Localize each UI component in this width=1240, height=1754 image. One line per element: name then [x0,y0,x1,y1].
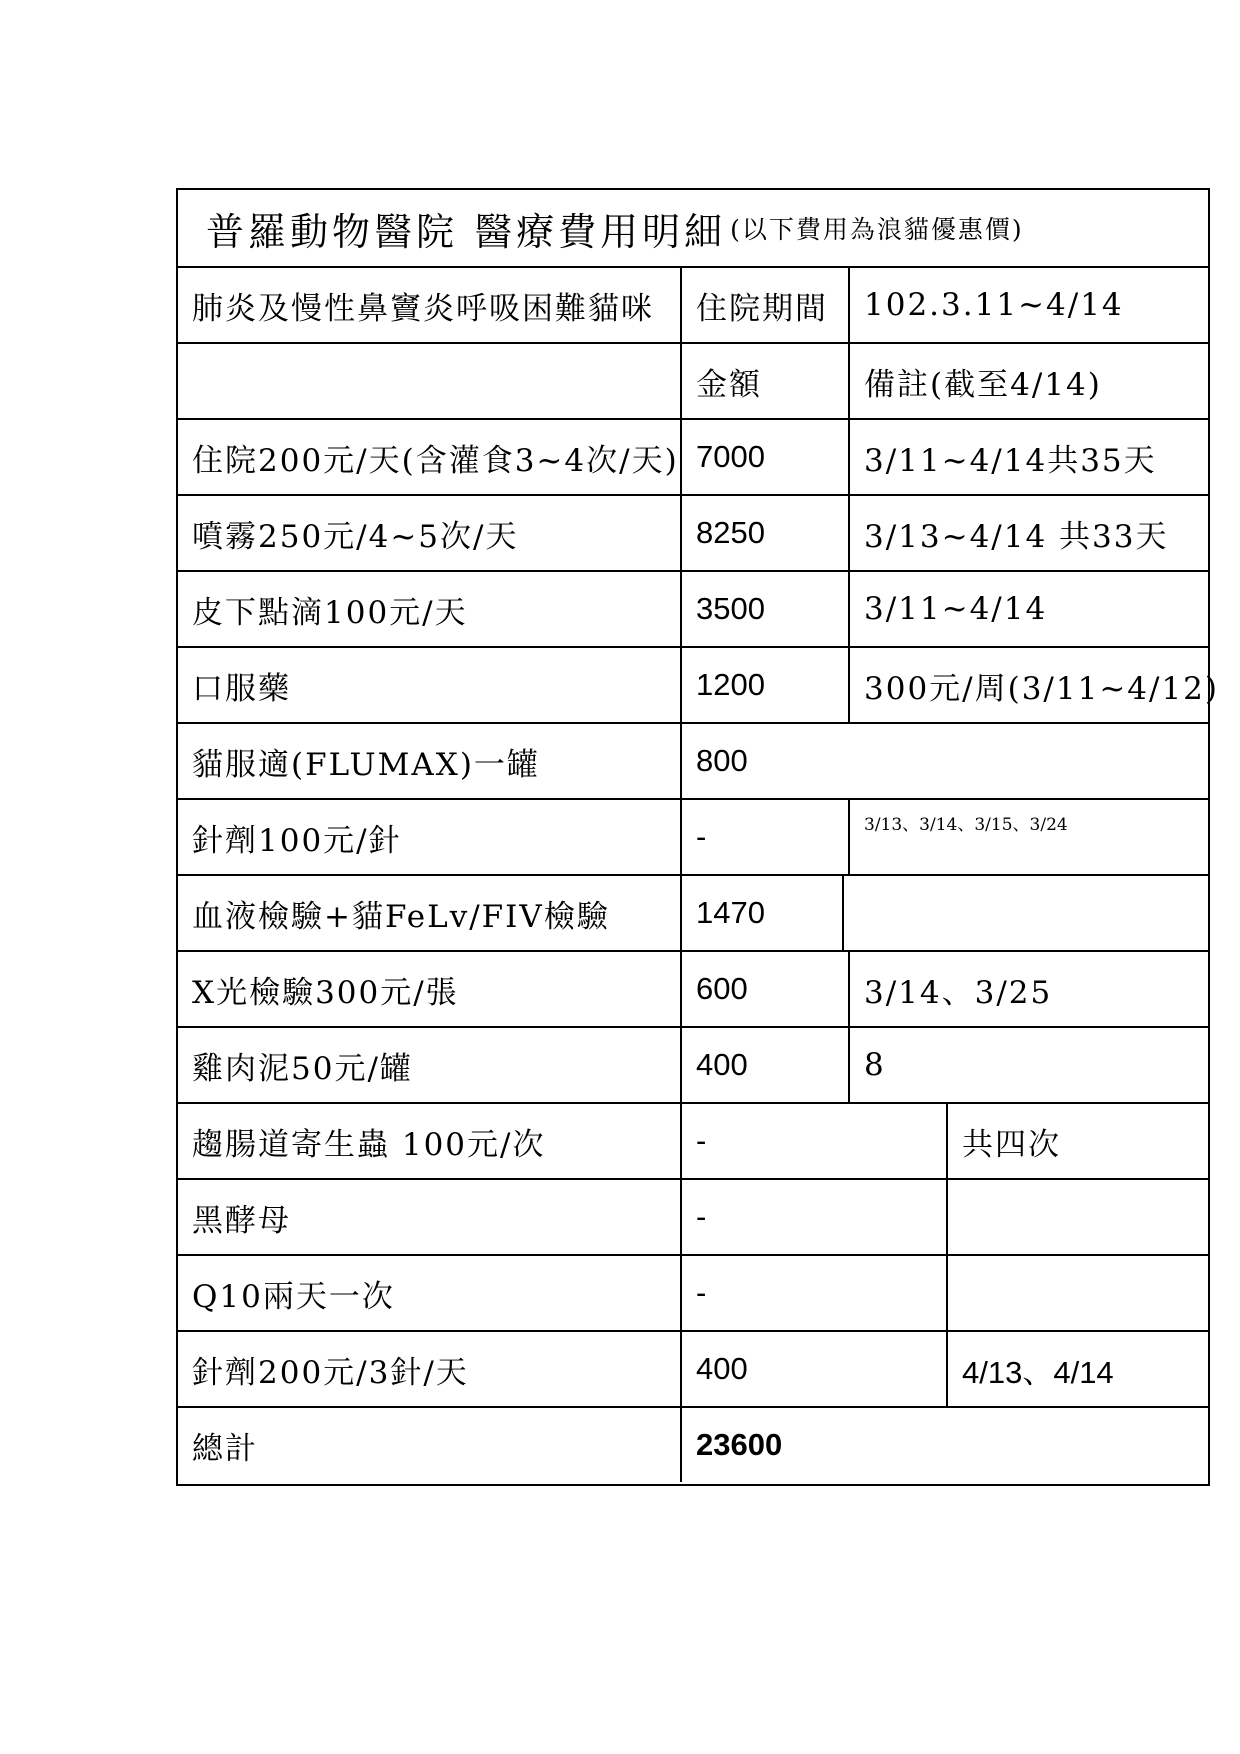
item-remark: 8 [848,1028,1208,1102]
item-amount: 8250 [680,496,848,570]
item-amount: 1470 [680,876,842,950]
item-remark [946,1256,1208,1330]
table-row [178,418,1208,494]
period-value: 102.3.11~4/14 [848,268,1208,342]
amount-header: 金額 [680,344,848,418]
item-name: 噴霧250元/4~5次/天 [192,518,519,555]
item-remark: 3/13、3/14、3/15、3/24 [848,800,1208,874]
item-amount: 800 [680,724,1208,798]
item-name: 針劑100元/針 [192,822,402,859]
item-name: 貓服適(FLUMAX)一罐 [192,746,540,783]
table-row [178,722,1208,798]
item-header [178,344,680,418]
title-cell [178,190,1208,266]
item-amount: 1200 [680,648,848,722]
table-row [178,874,1208,950]
table-row [178,1330,1208,1406]
case-description: 肺炎及慢性鼻竇炎呼吸困難貓咪 [192,290,654,327]
item-name: X光檢驗300元/張 [192,974,459,1011]
item-name: 黑酵母 [192,1202,291,1239]
title-row [178,190,1208,266]
item-remark: 300元/周(3/11~4/12) [848,648,1208,722]
table-row [178,1102,1208,1178]
total-amount: 23600 [680,1408,1208,1482]
item-name: 血液檢驗+貓FeLv/FIV檢驗 [192,898,610,935]
total-row [178,1406,1208,1482]
item-remark: 4/13、4/14 [946,1332,1208,1406]
table-row [178,798,1208,874]
item-name: 皮下點滴100元/天 [192,594,468,631]
total-label: 總計 [192,1430,258,1467]
item-remark: 3/11~4/14 [848,572,1208,646]
item-amount: 400 [680,1332,946,1406]
item-remark: 共四次 [946,1104,1208,1178]
info-row [178,266,1208,342]
fee-table [176,188,1220,1486]
table-row [178,1254,1208,1330]
item-name: Q10兩天一次 [192,1278,395,1315]
item-amount: - [680,1256,946,1330]
header-row [178,342,1208,418]
item-amount: 3500 [680,572,848,646]
item-name: 雞肉泥50元/罐 [192,1050,413,1087]
document-title: 普羅動物醫院 醫療費用明細 [206,209,727,254]
item-remark: 3/14、3/25 [848,952,1208,1026]
item-remark: 3/13~4/14 共33天 [848,496,1208,570]
table-row [178,570,1208,646]
table-row [178,1026,1208,1102]
title-note: (以下費用為浪貓優惠價) [730,215,1024,244]
table-row [178,494,1208,570]
item-name: 針劑200元/3針/天 [192,1354,469,1391]
item-name: 口服藥 [192,670,291,707]
item-remark [946,1180,1208,1254]
item-name: 住院200元/天(含灌食3~4次/天) [192,442,679,479]
table-row [178,1178,1208,1254]
item-remark [842,876,1208,950]
item-amount: 600 [680,952,848,1026]
item-amount: 7000 [680,420,848,494]
remark-header: 備註(截至4/14) [848,344,1208,418]
item-amount: - [680,1104,946,1178]
table-row [178,646,1220,722]
period-label: 住院期間 [680,268,848,342]
table-row [178,950,1208,1026]
item-remark: 3/11~4/14共35天 [848,420,1208,494]
item-amount: - [680,800,848,874]
item-amount: 400 [680,1028,848,1102]
item-name: 趨腸道寄生蟲 100元/次 [192,1126,546,1163]
item-amount: - [680,1180,946,1254]
